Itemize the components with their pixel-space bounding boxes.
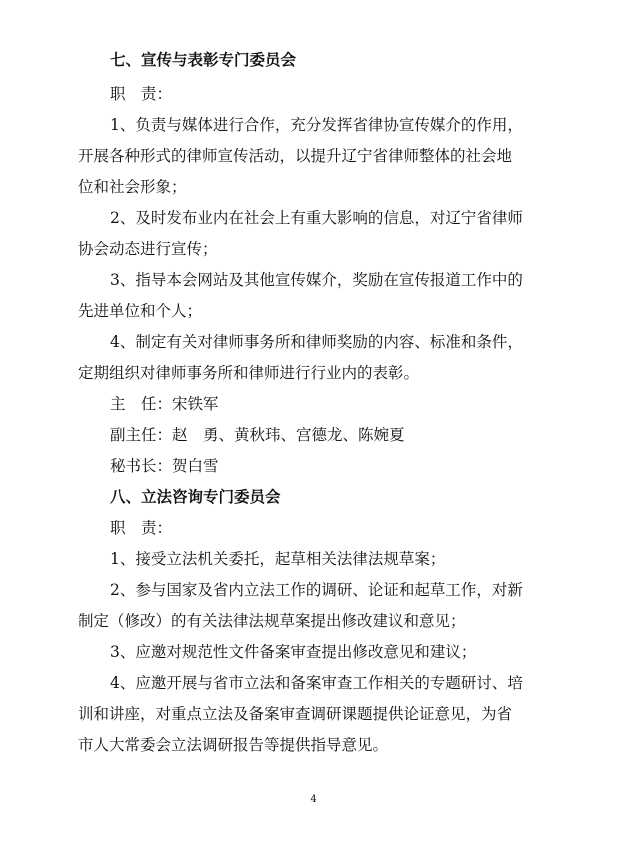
section-7-director: 主 任：宋铁军 <box>110 395 219 413</box>
section-8-item-1-line-1: 1、接受立法机关委托，起草相关法律法规草案； <box>110 550 446 568</box>
section-8-title: 八、立法咨询专门委员会 <box>110 487 281 506</box>
section-7-secretary-general: 秘书长：贺白雪 <box>110 457 219 475</box>
section-8-item-4-line-1: 4、应邀开展与省市立法和备案审查工作相关的专题研讨、培 <box>110 674 523 692</box>
section-7-item-2-line-1: 2、及时发布业内在社会上有重大影响的信息，对辽宁省律师 <box>110 209 523 227</box>
section-7-duties-label: 职 责： <box>110 85 173 103</box>
section-8-item-2-line-1: 2、参与国家及省内立法工作的调研、论证和起草工作，对新 <box>110 581 523 599</box>
section-8-item-4-line-3: 市人大常委会立法调研报告等提供指导意见。 <box>78 736 389 754</box>
section-7-item-3-line-1: 3、指导本会网站及其他宣传媒介，奖励在宣传报道工作中的 <box>110 271 523 289</box>
section-7-deputy-directors: 副主任：赵 勇、黄秋玮、宫德龙、陈婉夏 <box>110 426 405 444</box>
section-7-title: 七、宣传与表彰专门委员会 <box>110 50 297 69</box>
page-number: 4 <box>310 794 317 805</box>
section-7-item-4-line-2: 定期组织对律师事务所和律师进行行业内的表彰。 <box>78 364 420 382</box>
section-7-item-4-line-1: 4、制定有关对律师事务所和律师奖励的内容、标准和条件， <box>110 333 523 351</box>
section-7-item-1-line-2: 开展各种形式的律师宣传活动，以提升辽宁省律师整体的社会地 <box>78 147 513 165</box>
section-8-item-3-line-1: 3、应邀对规范性文件备案审查提出修改意见和建议； <box>110 643 477 661</box>
section-7-item-2-line-2: 协会动态进行宣传； <box>78 240 218 258</box>
section-7-item-1-line-3: 位和社会形象； <box>78 178 187 196</box>
section-8-item-4-line-2: 训和讲座，对重点立法及备案审查调研课题提供论证意见，为省 <box>78 705 513 723</box>
section-8-item-2-line-2: 制定（修改）的有关法律法规草案提出修改建议和意见； <box>78 612 466 630</box>
section-7-item-3-line-2: 先进单位和个人； <box>78 302 203 320</box>
section-8-duties-label: 职 责： <box>110 519 173 537</box>
section-7-item-1-line-1: 1、负责与媒体进行合作，充分发挥省律协宣传媒介的作用， <box>110 116 523 134</box>
